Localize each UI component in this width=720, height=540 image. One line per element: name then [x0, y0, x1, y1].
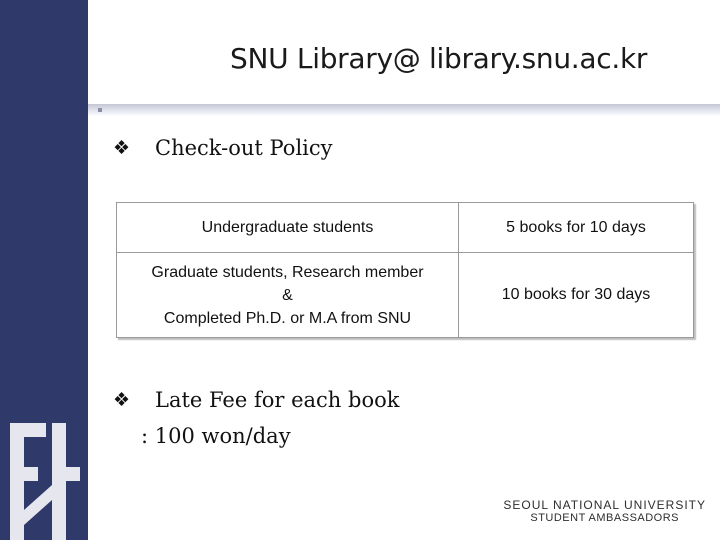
checkout-policy-heading [113, 136, 333, 160]
snu-logo-icon [0, 415, 88, 540]
diamond-bullet-icon: ❖ [113, 389, 131, 411]
late-fee-heading [113, 388, 399, 412]
title-divider [88, 104, 720, 116]
footer-branding [503, 498, 706, 524]
title-divider-marker [98, 108, 102, 112]
left-sidebar [0, 0, 88, 540]
late-fee-label: Late Fee for each book [155, 388, 400, 412]
checkout-policy-label: Check-out Policy [155, 136, 333, 160]
checkout-policy-table [116, 202, 694, 338]
university-name: SEOUL NATIONAL UNIVERSITY [503, 498, 706, 512]
table-cell-group: Graduate students, Research member & Completed Ph.D. or M.A from SNU [117, 253, 459, 338]
table-row [117, 253, 694, 338]
table-cell-limit: 5 books for 10 days [459, 203, 694, 253]
slide-title-area [230, 42, 700, 86]
table-row [117, 203, 694, 253]
slide-title: SNU Library@ library.snu.ac.kr [230, 42, 648, 75]
ambassadors-label: STUDENT AMBASSADORS [530, 512, 680, 524]
table-cell-limit: 10 books for 30 days [459, 253, 694, 338]
table-cell-group: Undergraduate students [117, 203, 459, 253]
late-fee-detail: : 100 won/day [141, 424, 291, 448]
diamond-bullet-icon: ❖ [113, 137, 131, 159]
